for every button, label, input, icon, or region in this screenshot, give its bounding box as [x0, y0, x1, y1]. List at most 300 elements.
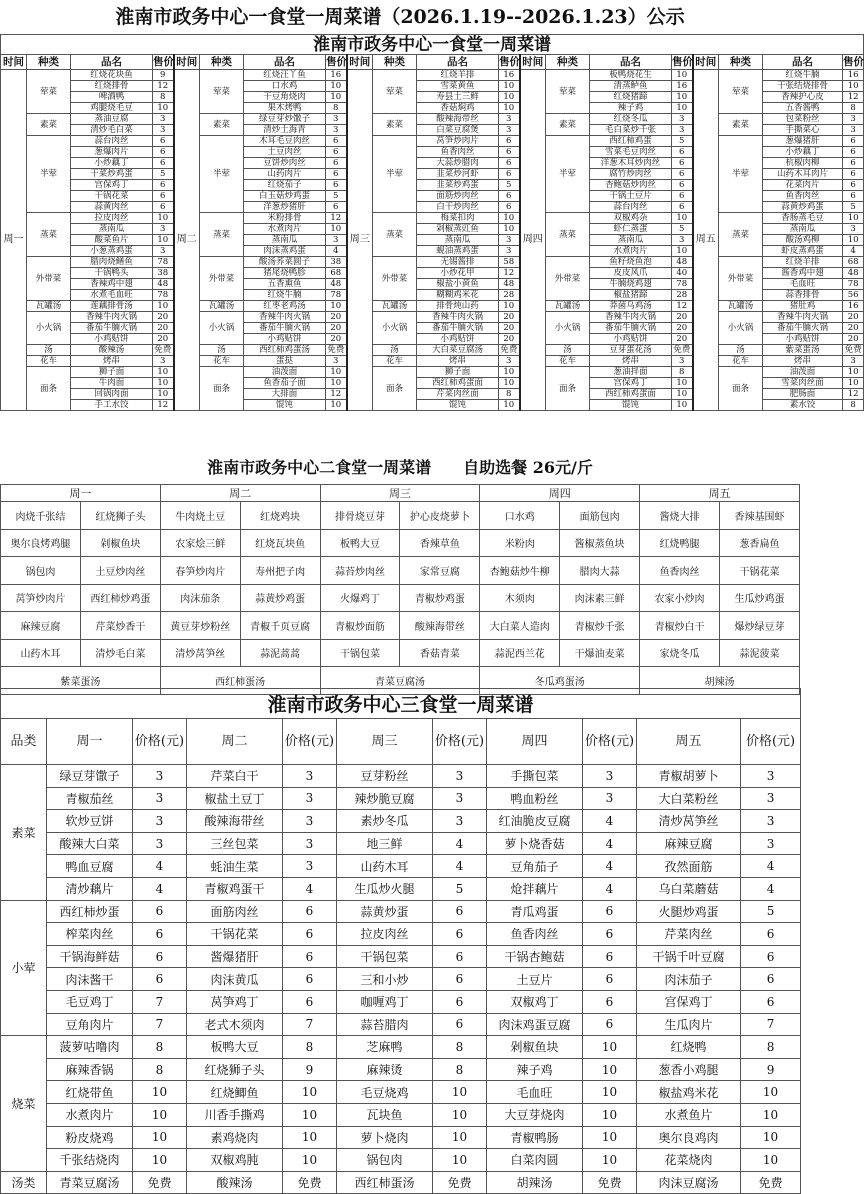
- dish-name: 拉皮肉丝: [337, 923, 433, 946]
- dish-type: 瓦罐汤: [719, 301, 763, 312]
- dish-name: 素炒冬瓜: [337, 810, 433, 833]
- dish-name: 蒜黄肉丝: [71, 202, 153, 213]
- dish-price: 6: [326, 169, 347, 180]
- dish-price: 6: [583, 923, 637, 946]
- header-price: 售价: [843, 56, 864, 68]
- dish-name: 炝拌藕片: [487, 877, 583, 900]
- dish-name: 孜然面筋: [637, 855, 741, 878]
- dish-name: 农家小炒肉: [640, 584, 720, 612]
- dish-name: 双椒鸡杂: [590, 213, 672, 224]
- dish-name: 蚬油蒸鸡蛋: [417, 246, 499, 257]
- dish-type: 外带菜: [200, 257, 244, 301]
- dish-name: 蒜台肉丝: [71, 136, 153, 147]
- dish-price: 48: [499, 279, 520, 290]
- dish-price: 10: [433, 1149, 487, 1172]
- dish-price: 10: [499, 301, 520, 312]
- dish-price: 6: [283, 900, 337, 923]
- dish-name: 红烧汪丫鱼: [244, 70, 326, 81]
- dish-price: 10: [133, 1081, 187, 1104]
- dish-price: 6: [433, 945, 487, 968]
- dish-price: 20: [672, 323, 693, 334]
- dish-type: 蒸菜: [373, 213, 417, 257]
- dish-price: 3: [326, 114, 347, 125]
- dish-price: 6: [283, 923, 337, 946]
- dish-name: 香辣鸡中翅: [71, 279, 153, 290]
- dish-price: 10: [133, 1126, 187, 1149]
- dish-name: 水煮肉片: [244, 224, 326, 235]
- dish-price: 12: [499, 268, 520, 279]
- dish-price: 10: [326, 81, 347, 92]
- dish-name: 豆角茄子: [487, 855, 583, 878]
- dish-price: 10: [499, 378, 520, 389]
- dish-name: 地三鲜: [337, 832, 433, 855]
- dish-price: 78: [843, 279, 864, 290]
- dish-price: 10: [672, 92, 693, 103]
- dish-name: 青椒鸡蛋干: [187, 877, 283, 900]
- dish-price: 10: [499, 224, 520, 235]
- dish-name: 面筋炒肉丝: [417, 191, 499, 202]
- dish-price: 3: [133, 765, 187, 788]
- dish-name: 烤串: [763, 356, 843, 367]
- dish-name: 清炒毛白菜: [80, 639, 160, 667]
- dish-price: 免费: [672, 345, 693, 356]
- dish-price: 6: [583, 990, 637, 1013]
- dish-name: 毛血旺: [763, 279, 843, 290]
- dish-name: 三丝包菜: [187, 832, 283, 855]
- dish-name: 芹菜白干: [187, 765, 283, 788]
- dish-type: 半荤: [546, 136, 590, 213]
- dish-name: 生瓜炒鸡蛋: [720, 584, 800, 612]
- dish-name: 烤串: [590, 356, 672, 367]
- category-label: 素菜: [1, 765, 47, 901]
- dish-price: 38: [153, 268, 174, 279]
- dish-price: 6: [153, 202, 174, 213]
- dish-name: 锅包肉: [337, 1149, 433, 1172]
- canteen3-title: 淮南市政务中心三食堂一周菜谱: [1, 689, 801, 719]
- dish-name: 蒸南瓜: [71, 224, 153, 235]
- dish-name: 黄豆芽炒粉丝: [160, 612, 240, 640]
- dish-type: 花车: [546, 356, 590, 367]
- dish-price: 6: [326, 202, 347, 213]
- dish-name: 西红柿鸡蛋: [590, 136, 672, 147]
- dish-name: 蒜苔炒肉丝: [320, 557, 400, 585]
- dish-name: 糊糊鸡米花: [417, 290, 499, 301]
- dish-name: 生瓜肉片: [637, 1013, 741, 1036]
- main-title: 淮南市政务中心一食堂一周菜谱（2026.1.19--2026.1.23）公示: [115, 6, 685, 28]
- dish-price: 5: [433, 877, 487, 900]
- dish-name: 火腿炒鸡蛋: [637, 900, 741, 923]
- day-header: 周二: [160, 485, 320, 502]
- dish-name: 辣子鸡: [487, 1058, 583, 1081]
- dish-price: 6: [499, 202, 520, 213]
- dish-name: 小炒藕丁: [763, 147, 843, 158]
- dish-name: 板鸭烧花生: [590, 70, 672, 81]
- dish-price: 12: [153, 81, 174, 92]
- dish-price: 6: [433, 968, 487, 991]
- dish-price: 68: [326, 268, 347, 279]
- dish-price: 3: [283, 810, 337, 833]
- dish-price: 3: [283, 765, 337, 788]
- dish-name: 千张结烧肉: [47, 1149, 133, 1172]
- dish-price: 8: [326, 103, 347, 114]
- header-time: 时间: [1, 55, 27, 70]
- header-price: 售价: [326, 56, 347, 68]
- dish-name: 肉烧千张结: [1, 502, 81, 530]
- dish-price: 6: [433, 990, 487, 1013]
- dish-name: 腊肉大蒜: [560, 557, 640, 585]
- dish-name: 肉沫鸡蛋豆腐: [487, 1013, 583, 1036]
- dish-price: 8: [741, 1036, 801, 1059]
- dish-name: 酸辣大白菜: [47, 832, 133, 855]
- dish-type: 面条: [27, 367, 71, 411]
- dish-name: 小鸡贴饼: [590, 334, 672, 345]
- dish-name: 西红柿炒蛋: [47, 900, 133, 923]
- dish-price: 免费: [741, 1171, 801, 1194]
- dish-price: 10: [843, 81, 864, 92]
- dish-type: 小火锅: [719, 312, 763, 345]
- dish-name: 酸辣海带丝: [400, 612, 480, 640]
- dish-name: 蒸油豆腐: [71, 114, 153, 125]
- dish-price: 48: [843, 268, 864, 279]
- dish-name: 山药木耳: [337, 855, 433, 878]
- dish-name: 韭菜炒鸡蛋: [417, 180, 499, 191]
- dish-price: 3: [133, 787, 187, 810]
- dish-name: 小鸡贴饼: [763, 334, 843, 345]
- dish-price: 8: [843, 103, 864, 114]
- dish-name: 番茄牛腩火锅: [244, 323, 326, 334]
- dish-name: 芹菜肉丝: [637, 923, 741, 946]
- dish-name: 葱爆猪肝: [763, 136, 843, 147]
- dish-price: 6: [843, 147, 864, 158]
- dish-price: 5: [672, 136, 693, 147]
- dish-price: 6: [843, 191, 864, 202]
- dish-price: 3: [499, 356, 520, 367]
- dish-name: 酸汤鸡柳: [763, 235, 843, 246]
- dish-price: 10: [133, 1103, 187, 1126]
- dish-name: 水煮肉片: [590, 246, 672, 257]
- dish-name: 干菜炒鸡蛋: [71, 169, 153, 180]
- dish-price: 16: [843, 70, 864, 81]
- dish-name: 干锅花菜: [187, 923, 283, 946]
- dish-price: 3: [433, 787, 487, 810]
- dish-name: 毛豆鸡丁: [47, 990, 133, 1013]
- dish-name: 香辣草鱼: [400, 529, 480, 557]
- dish-price: 9: [153, 70, 174, 81]
- dish-name: 面筋肉丝: [187, 900, 283, 923]
- dish-name: 红烧带鱼: [47, 1081, 133, 1104]
- dish-name: 小鸡贴饼: [71, 334, 153, 345]
- dish-price: 6: [843, 158, 864, 169]
- day-header: 周一: [47, 719, 133, 765]
- dish-name: 芝麻鸭: [337, 1036, 433, 1059]
- header-type: 种类: [373, 55, 417, 70]
- dish-name: 清炒莴笋丝: [160, 639, 240, 667]
- dish-name: 白干炒肉丝: [417, 202, 499, 213]
- dish-price: 8: [133, 1058, 187, 1081]
- dish-price: 4: [433, 855, 487, 878]
- dish-type: 汤: [546, 345, 590, 356]
- dish-name: 鱼香肉丝: [487, 923, 583, 946]
- dish-price: 6: [133, 945, 187, 968]
- dish-price: 3: [283, 832, 337, 855]
- dish-name: 青菜豆腐汤: [47, 1171, 133, 1194]
- dish-name: 红烧猪蹄: [590, 92, 672, 103]
- dish-name: 红烧鸡块: [240, 502, 320, 530]
- dish-price: 6: [741, 945, 801, 968]
- dish-price: 10: [672, 400, 693, 411]
- dish-type: 蒸菜: [200, 213, 244, 257]
- dish-name: 肉沫茄子: [637, 968, 741, 991]
- dish-price: 10: [583, 1036, 637, 1059]
- dish-price: 10: [499, 92, 520, 103]
- dish-price: 6: [283, 968, 337, 991]
- dish-name: 鱼香肉丝: [417, 147, 499, 158]
- dish-price: 6: [843, 180, 864, 191]
- dish-type: 半荤: [27, 136, 71, 213]
- dish-price: 6: [741, 990, 801, 1013]
- dish-price: 免费: [499, 345, 520, 356]
- dish-price: 5: [499, 180, 520, 191]
- dish-name: 五香酱鸭: [763, 103, 843, 114]
- dish-name: 香辣基围虾: [720, 502, 800, 530]
- dish-name: 酱爆猪肝: [187, 945, 283, 968]
- dish-name: 干豆角烧肉: [244, 92, 326, 103]
- dish-price: 10: [583, 1126, 637, 1149]
- dish-name: 红烧排骨: [71, 81, 153, 92]
- dish-name: 蒜苔腊肉: [337, 1013, 433, 1036]
- soup-name: 青菜豆腐汤: [320, 667, 480, 695]
- dish-name: 干锅海鲜菇: [47, 945, 133, 968]
- dish-name: 狮子面: [71, 367, 153, 378]
- dish-name: 米粉肉: [480, 529, 560, 557]
- dish-name: 咖喱鸡丁: [337, 990, 433, 1013]
- dish-name: 西红柿炒鸡蛋: [80, 584, 160, 612]
- dish-name: 酸辣海带丝: [417, 114, 499, 125]
- dish-name: 护心皮烧萝卜: [400, 502, 480, 530]
- dish-name: 蒜泥蒿蒿: [240, 639, 320, 667]
- header-name: 品名: [244, 55, 326, 70]
- dish-name: 毛血旺: [487, 1081, 583, 1104]
- dish-name: 肉沫素三鲜: [560, 584, 640, 612]
- dish-name: 蒸南瓜: [763, 224, 843, 235]
- dish-name: 山药木耳: [1, 639, 81, 667]
- dish-name: 蒜泥西兰花: [480, 639, 560, 667]
- dish-name: 萝卜烧香菇: [487, 832, 583, 855]
- dish-price: 10: [153, 213, 174, 224]
- dish-name: 肉沫茄条: [160, 584, 240, 612]
- dish-price: 6: [133, 923, 187, 946]
- dish-price: 12: [672, 301, 693, 312]
- dish-type: 半荤: [200, 136, 244, 213]
- dish-type: 荤菜: [200, 70, 244, 114]
- dish-price: 3: [326, 235, 347, 246]
- dish-name: 猪尾烧鸭胗: [244, 268, 326, 279]
- dish-name: 香肠蒸毛豆: [763, 213, 843, 224]
- dish-name: 馄饨: [590, 400, 672, 411]
- dish-price: 10: [672, 378, 693, 389]
- dish-price: 6: [499, 147, 520, 158]
- dish-price: 10: [153, 103, 174, 114]
- dish-name: 红烧鸭: [637, 1036, 741, 1059]
- dish-name: 手撕菜心: [763, 125, 843, 136]
- day-header: 周四: [480, 485, 640, 502]
- category-label: 小荤: [1, 900, 47, 1036]
- day-header: 周四: [487, 719, 583, 765]
- dish-type: 小火锅: [27, 312, 71, 345]
- dish-name: 小葱蒸鸡蛋: [71, 246, 153, 257]
- dish-type: 外带菜: [719, 257, 763, 301]
- dish-name: 狮子面: [417, 367, 499, 378]
- dish-price: 3: [672, 125, 693, 136]
- dish-price: 10: [499, 400, 520, 411]
- dish-name: 花菜肉片: [763, 180, 843, 191]
- dish-name: 素鸡烧肉: [187, 1126, 283, 1149]
- dish-type: 小火锅: [546, 312, 590, 345]
- dish-name: 麻辣香锅: [47, 1058, 133, 1081]
- dish-price: 3: [672, 114, 693, 125]
- canteen3-table: [0, 688, 801, 1194]
- dish-price: 4: [843, 246, 864, 257]
- dish-name: 西红柿鸡蛋面: [590, 389, 672, 400]
- dish-price: 4: [583, 832, 637, 855]
- dish-name: 春笋炒肉片: [160, 557, 240, 585]
- dish-name: 馄饨: [417, 400, 499, 411]
- dish-name: 猪肚鸡: [763, 301, 843, 312]
- dish-name: 山药木耳肉片: [763, 169, 843, 180]
- dish-price: 48: [672, 257, 693, 268]
- dish-name: 辣炒脆豆腐: [337, 787, 433, 810]
- dish-price: 78: [153, 290, 174, 301]
- dish-name: 手工水饺: [71, 400, 153, 411]
- dish-price: 10: [326, 367, 347, 378]
- dish-name: 瓦块鱼: [337, 1103, 433, 1126]
- dish-name: 川香手撕鸡: [187, 1103, 283, 1126]
- header-price: 价格(元): [283, 719, 337, 765]
- header-price: 售价: [499, 56, 520, 68]
- dish-price: 16: [843, 301, 864, 312]
- dish-name: 鱼香茄子面: [244, 378, 326, 389]
- day-header: 周三: [320, 485, 480, 502]
- dish-price: 3: [153, 246, 174, 257]
- dish-name: 香辣牛肉火锅: [71, 312, 153, 323]
- dish-price: 28: [672, 290, 693, 301]
- dish-name: 香菇焖鸡: [417, 103, 499, 114]
- dish-price: 6: [326, 158, 347, 169]
- dish-name: 生瓜炒火腿: [337, 877, 433, 900]
- header-name: 品名: [763, 55, 843, 70]
- dish-price: 10: [583, 1058, 637, 1081]
- dish-name: 酱烧大排: [640, 502, 720, 530]
- dish-name: 红烧狮子头: [80, 502, 160, 530]
- dish-name: 酸辣海带丝: [187, 810, 283, 833]
- dish-type: 汤: [373, 345, 417, 356]
- dish-price: 10: [433, 1081, 487, 1104]
- dish-price: 10: [326, 301, 347, 312]
- dish-name: 蒜台肉丝: [590, 202, 672, 213]
- dish-price: 10: [741, 1081, 801, 1104]
- dish-name: 红烧牛腩: [763, 70, 843, 81]
- dish-price: 10: [326, 400, 347, 411]
- dish-name: 洋葱木耳炒肉丝: [590, 158, 672, 169]
- dish-price: 10: [283, 1081, 337, 1104]
- dish-name: 红烧茄子: [244, 180, 326, 191]
- dish-name: 西红柿蛋汤: [337, 1171, 433, 1194]
- dish-price: 10: [741, 1149, 801, 1172]
- dish-price: 3: [843, 356, 864, 367]
- dish-price: 3: [672, 356, 693, 367]
- dish-name: 爆炒绿豆芽: [720, 612, 800, 640]
- dish-name: 面筋包肉: [560, 502, 640, 530]
- dish-name: 大蒜炒腊肉: [417, 158, 499, 169]
- dish-price: 8: [433, 1036, 487, 1059]
- dish-price: 28: [499, 290, 520, 301]
- dish-price: 10: [672, 246, 693, 257]
- dish-name: 椒盐鸡米花: [637, 1081, 741, 1104]
- dish-name: 蒜泥菠菜: [720, 639, 800, 667]
- dish-price: 10: [843, 378, 864, 389]
- dish-price: 68: [843, 257, 864, 268]
- dish-price: 3: [433, 765, 487, 788]
- dish-name: 三和小炒: [337, 968, 433, 991]
- dish-name: 梅菜扣肉: [417, 213, 499, 224]
- dish-name: 青椒千页豆腐: [240, 612, 320, 640]
- dish-name: 奥尔良烤鸡腿: [1, 529, 81, 557]
- dish-price: 10: [133, 1149, 187, 1172]
- dish-type: 面条: [719, 367, 763, 411]
- dish-price: 免费: [326, 345, 347, 356]
- dish-name: 麻辣烫: [337, 1058, 433, 1081]
- dish-name: 蒜黄炒鸡蛋: [763, 202, 843, 213]
- day-label: 周一: [1, 70, 27, 411]
- dish-price: 5: [326, 191, 347, 202]
- dish-name: 韭菜炒河虾: [417, 169, 499, 180]
- dish-type: 外带菜: [546, 257, 590, 301]
- dish-price: 4: [133, 855, 187, 878]
- dish-name: 豆芽粉丝: [337, 765, 433, 788]
- dish-name: 小炒花甲: [417, 268, 499, 279]
- dish-name: 香辣牛肉火锅: [244, 312, 326, 323]
- dish-name: 红油脆皮豆腐: [487, 810, 583, 833]
- dish-name: 红烧羊排: [763, 257, 843, 268]
- dish-name: 麻辣豆腐: [637, 832, 741, 855]
- dish-price: 20: [499, 312, 520, 323]
- dish-name: 酸辣汤: [187, 1171, 283, 1194]
- dish-name: 绿豆芽炒馓子: [244, 114, 326, 125]
- dish-price: 6: [672, 147, 693, 158]
- dish-price: 4: [583, 855, 637, 878]
- dish-price: 6: [433, 900, 487, 923]
- dish-price: 10: [153, 389, 174, 400]
- dish-price: 20: [672, 334, 693, 345]
- dish-price: 7: [741, 1013, 801, 1036]
- dish-price: 48: [153, 279, 174, 290]
- dish-name: 青椒炒面筋: [320, 612, 400, 640]
- dish-name: 椒盐小黄鱼: [417, 279, 499, 290]
- dish-price: 20: [499, 334, 520, 345]
- dish-price: 20: [326, 323, 347, 334]
- category-label: 汤类: [1, 1171, 47, 1194]
- dish-type: 汤: [719, 345, 763, 356]
- dish-name: 花菜烧肉: [637, 1149, 741, 1172]
- dish-name: 口水鸡: [244, 81, 326, 92]
- dish-price: 6: [672, 169, 693, 180]
- dish-name: 剁椒鱼块: [487, 1036, 583, 1059]
- dish-price: 6: [672, 191, 693, 202]
- header-price: 价格(元): [741, 719, 801, 765]
- dish-name: 红枣老鸡汤: [244, 301, 326, 312]
- dish-name: 肥肠面: [763, 389, 843, 400]
- dish-price: 20: [326, 312, 347, 323]
